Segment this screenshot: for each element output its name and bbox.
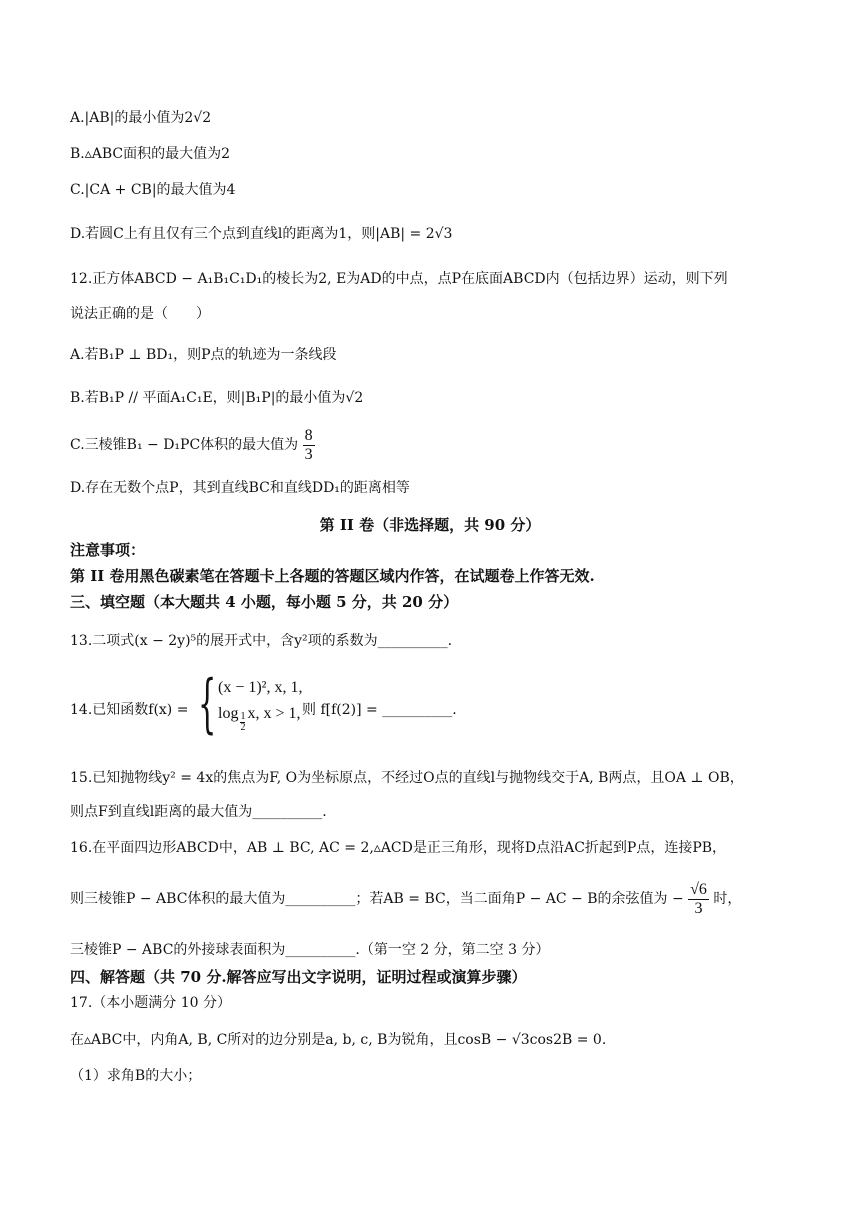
- q15-line1: 15.已知抛物线y² = 4x的焦点为F, O为坐标原点，不经过O点的直线l与抛物线交于A, B两点，且OA ⊥ OB，: [70, 770, 744, 786]
- q12-option-b: B.若B₁P // 平面A₁C₁E，则|B₁P|的最小值为√2: [70, 390, 364, 406]
- fraction-denominator: 3: [694, 899, 703, 917]
- q16-line2-text: 则三棱锥P − ABC体积的最大值为__________；若AB = BC，当二面角P − AC − B的余弦值为 −: [70, 891, 684, 907]
- q11-option-c: C.|CA + CB|的最大值为4: [70, 182, 236, 198]
- q17-part-1: （1）求角B的大小；: [70, 1068, 202, 1084]
- q17-title: 17.（本小题满分 10 分）: [70, 995, 231, 1011]
- q12-option-c: [70, 422, 315, 468]
- q12-stem-line1: 12.正方体ABCD − A₁B₁C₁D₁的棱长为2, E为AD的中点，点P在底面ABCD内（包括边界）运动，则下列: [70, 271, 728, 287]
- q12-option-c-fraction: [303, 427, 315, 464]
- case-2-tail: x, x > 1,: [247, 705, 301, 722]
- q14-suffix: 则 f[f(2)] = __________.: [302, 702, 457, 718]
- q16-line2: [70, 876, 741, 922]
- section-4-heading: 四、解答题（共 70 分.解答应写出文字说明，证明过程或演算步骤）: [70, 968, 527, 986]
- q12-stem-line2: 说法正确的是（ ）: [70, 306, 210, 322]
- fraction-denominator: 3: [304, 445, 313, 463]
- q16-line2-suffix: 时，: [713, 891, 742, 907]
- log-base-fraction: [240, 712, 245, 733]
- log-base-num: 1: [240, 711, 246, 722]
- q16-fraction: [688, 881, 709, 918]
- q11-option-b: B.▵ABC面积的最大值为2: [70, 146, 231, 162]
- notice-text: 第 II 卷用黑色碳素笔在答题卡上各题的答题区域内作答，在试题卷上作答无效.: [70, 567, 595, 585]
- q14-case-2: [218, 705, 300, 733]
- question-13: 13.二项式(x − 2y)⁵的展开式中，含y²项的系数为__________.: [70, 633, 453, 649]
- q14-case-1: (x − 1)², x, 1,: [218, 679, 303, 696]
- log-text: log: [218, 705, 239, 722]
- q15-line2: 则点F到直线l距离的最大值为__________.: [70, 804, 327, 820]
- q16-line3: 三棱锥P − ABC的外接球表面积为__________.（第一空 2 分，第二空 3 分）: [70, 942, 550, 958]
- fraction-numerator: 8: [304, 426, 313, 444]
- q11-option-a: A.|AB|的最小值为2√2: [70, 110, 212, 126]
- q12-option-c-text: C.三棱锥B₁ − D₁PC体积的最大值为: [70, 437, 299, 453]
- q12-option-a: A.若B₁P ⊥ BD₁，则P点的轨迹为一条线段: [70, 347, 337, 363]
- part2-title: 第 II 卷（非选择题，共 90 分）: [319, 516, 541, 534]
- notice-title: 注意事项：: [70, 541, 146, 559]
- q11-option-d: D.若圆C上有且仅有三个点到直线l的距离为1，则|AB| = 2√3: [70, 226, 453, 242]
- fraction-numerator: √6: [690, 880, 707, 898]
- q17-stem: 在▵ABC中，内角A, B, C所对的边分别是a, b, c, B为锐角，且cosB − √3cos2B = 0.: [70, 1032, 607, 1048]
- section-3-heading: 三、填空题（本大题共 4 小题，每小题 5 分，共 20 分）: [70, 593, 459, 611]
- left-brace: {: [198, 667, 217, 741]
- q12-option-d: D.存在无数个点P，其到直线BC和直线DD₁的距离相等: [70, 480, 410, 496]
- log-base-den: 2: [240, 722, 246, 733]
- q14-prefix: 14.已知函数f(x) =: [70, 702, 189, 718]
- q16-line1: 16.在平面四边形ABCD中，AB ⊥ BC, AC = 2,▵ACD是正三角形，现将D点沿AC折起到P点，连接PB，: [70, 840, 727, 856]
